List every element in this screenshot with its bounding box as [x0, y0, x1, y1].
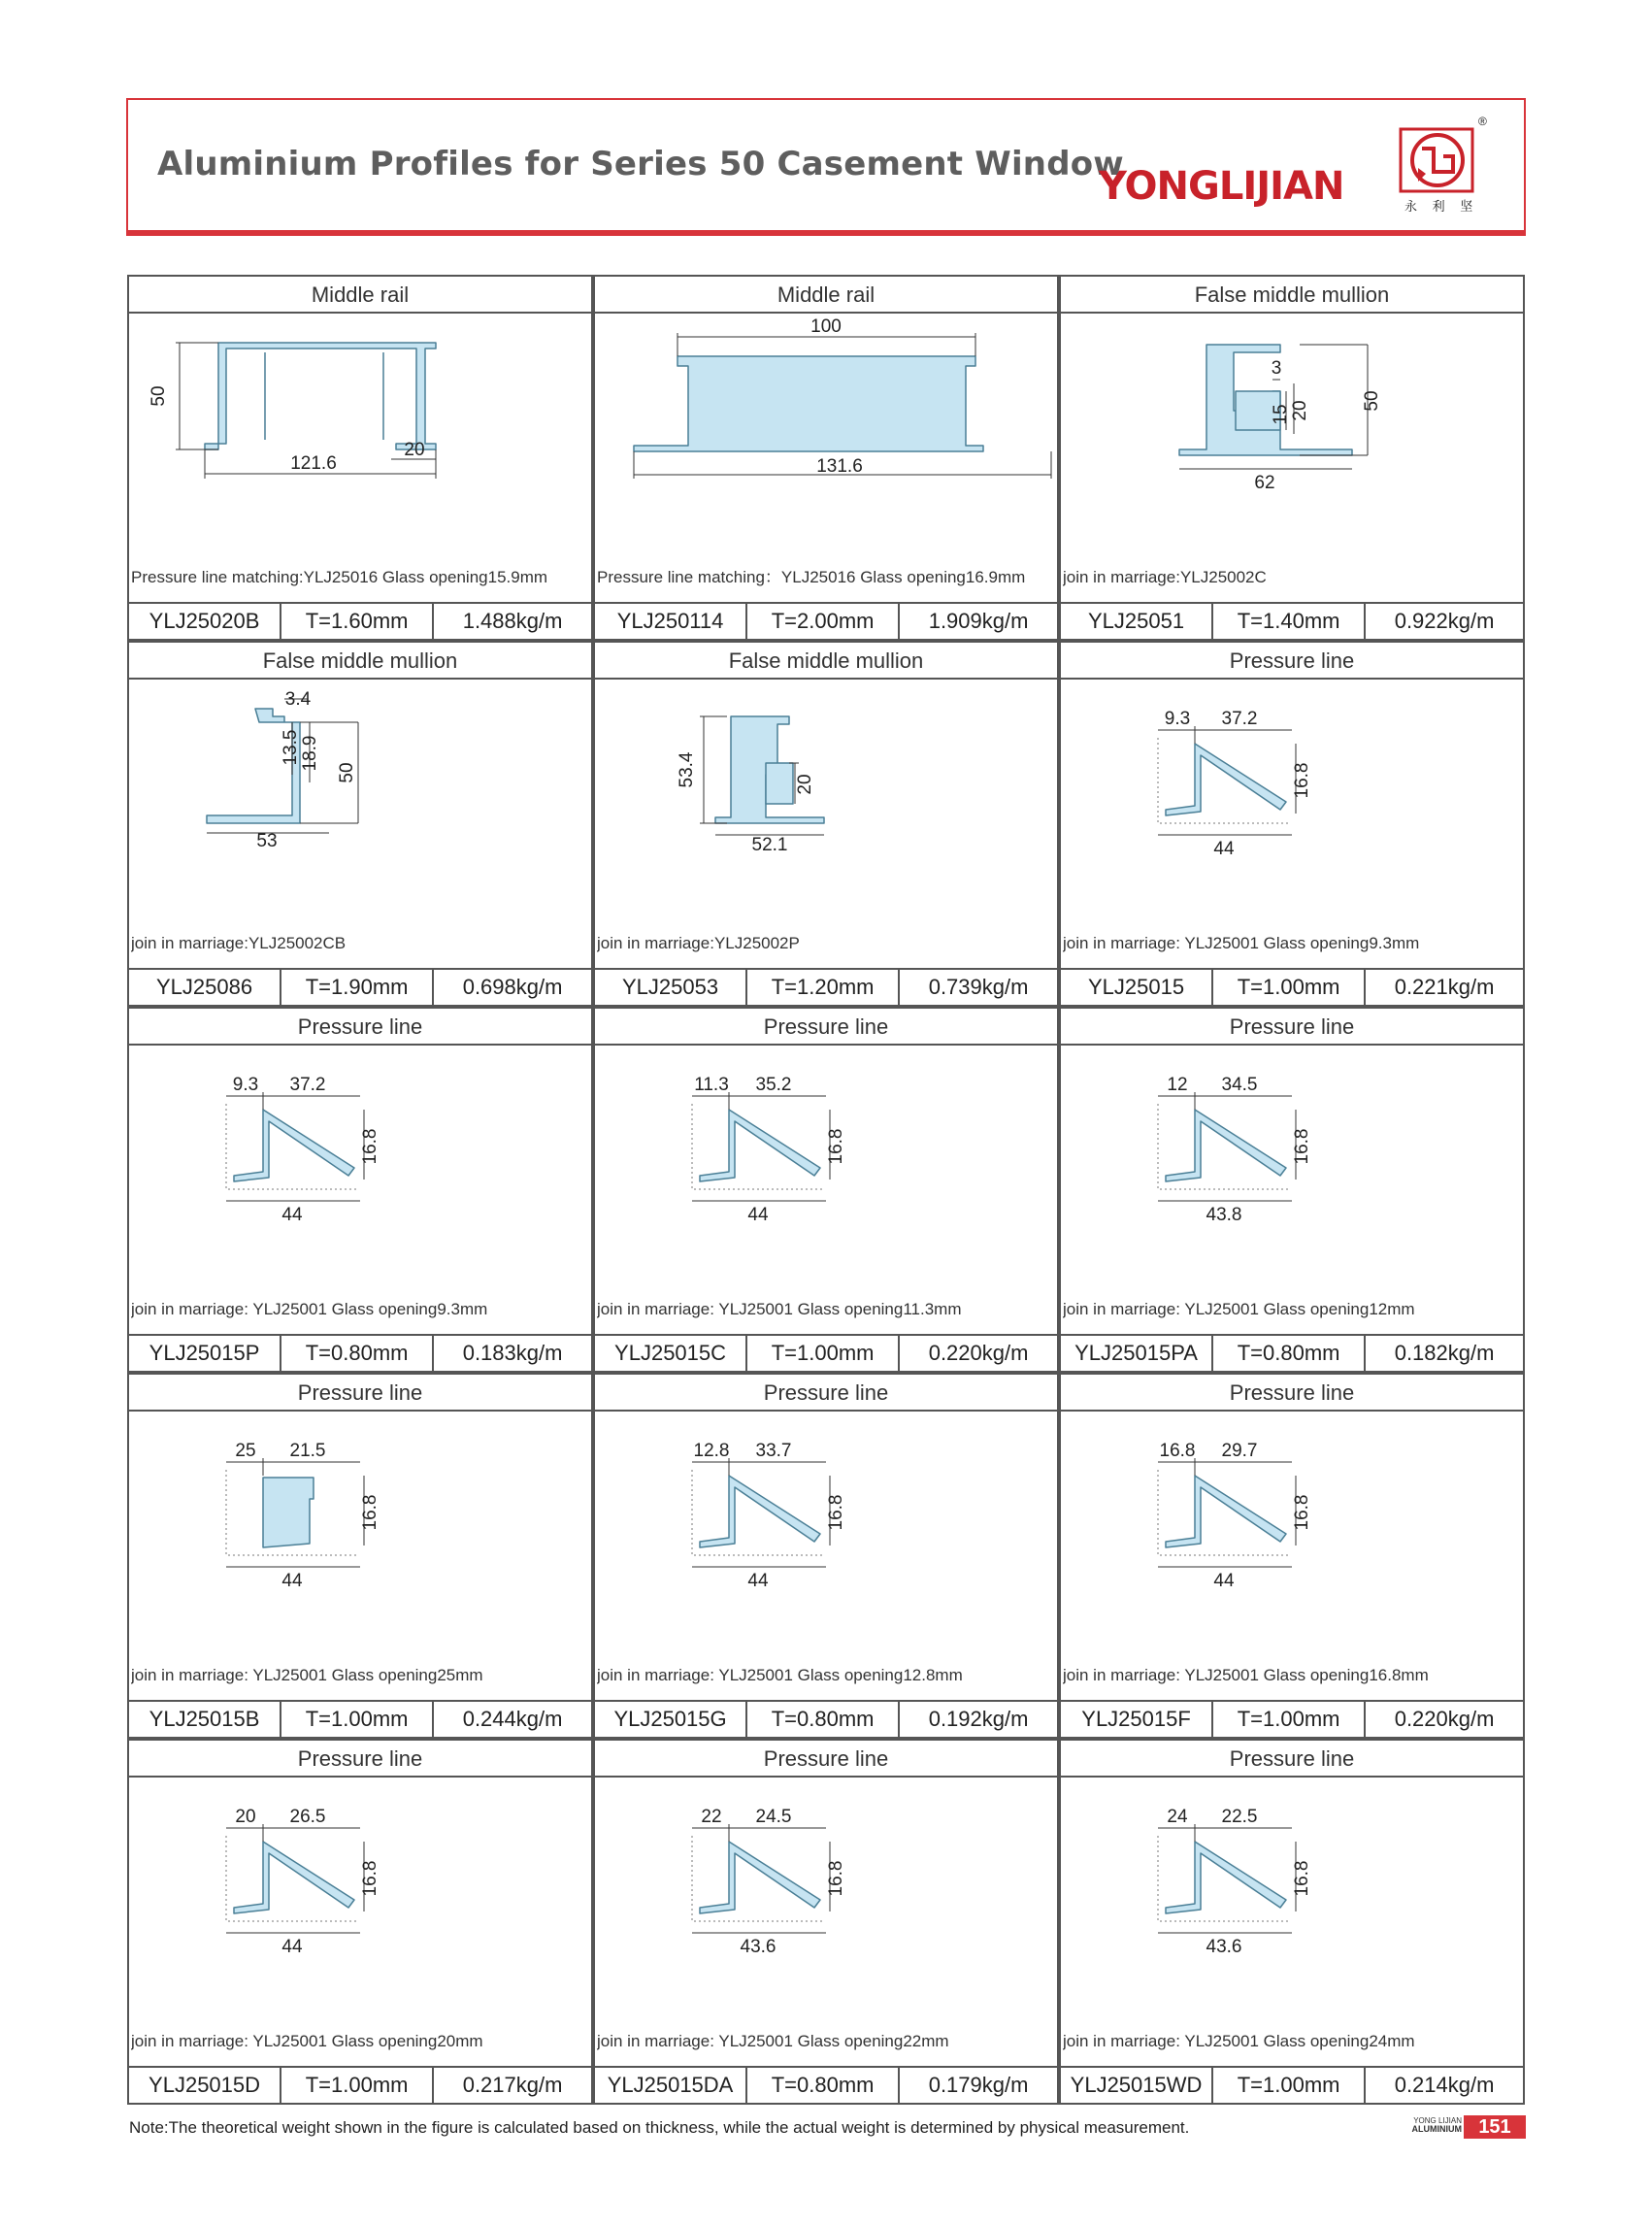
profile-weight: 0.192kg/m: [928, 1707, 1029, 1731]
profile-card: [1059, 275, 1525, 641]
profile-code: YLJ25086: [129, 970, 281, 1005]
dimension-label: 18.9: [300, 735, 320, 772]
profile-thickness: T=1.40mm: [1213, 604, 1366, 639]
page-number: 151: [1464, 2115, 1526, 2139]
dimension-label: 16.8: [360, 1128, 380, 1165]
company-logo-icon: [1393, 114, 1490, 216]
profile-section: [634, 356, 983, 451]
profile-section: [700, 1110, 820, 1181]
profile-weight: 0.739kg/m: [928, 975, 1029, 999]
profile-code: YLJ25015: [1061, 970, 1213, 1005]
dimension-label: 44: [747, 1205, 769, 1225]
profile-code: YLJ25053: [595, 970, 747, 1005]
profile-card: [127, 1007, 593, 1373]
dimension-label: 52.1: [751, 835, 788, 855]
dimension-label: 26.5: [289, 1807, 326, 1827]
profile-code: YLJ25015B: [129, 1702, 281, 1737]
dimension-label: 16.8: [360, 1494, 380, 1531]
dimension-label: 9.3: [1164, 709, 1191, 729]
dimension-label: 44: [1213, 839, 1235, 859]
profile-drawing: [1061, 1412, 1523, 1666]
dimension-label: 50: [337, 762, 357, 783]
profile-note: join in marriage:YLJ25002C: [1063, 568, 1267, 586]
profile-card: [127, 1739, 593, 2105]
profile-weight: 0.220kg/m: [1394, 1707, 1495, 1731]
profile-note: join in marriage: YLJ25001 Glass opening9.3mm: [1063, 934, 1420, 952]
profile-section: [1166, 1110, 1286, 1181]
dimension-label: 20: [404, 440, 425, 460]
profile-weight: 1.909kg/m: [928, 609, 1029, 633]
profile-card: [1059, 1739, 1525, 2105]
profile-section: [766, 763, 793, 804]
dimension-label: 29.7: [1221, 1441, 1258, 1461]
profile-title: False middle mullion: [1061, 277, 1523, 314]
profile-thickness: T=1.00mm: [747, 1336, 900, 1371]
profile-thickness: T=0.80mm: [1213, 1336, 1366, 1371]
profile-drawing: [595, 1046, 1057, 1300]
profile-card: [593, 1007, 1059, 1373]
profile-weight: 0.220kg/m: [928, 1341, 1029, 1365]
profile-weight: 0.214kg/m: [1394, 2073, 1495, 2097]
profile-specs: [595, 1334, 1057, 1371]
dimension-label: 16.8: [1292, 1494, 1312, 1531]
profile-thickness: T=1.00mm: [1213, 2068, 1366, 2103]
profile-note: join in marriage: YLJ25001 Glass opening22mm: [597, 2032, 949, 2050]
dimension-label: 20: [235, 1807, 256, 1827]
profile-specs: [1061, 1334, 1523, 1371]
profile-title: Pressure line: [1061, 1741, 1523, 1778]
profile-specs: [129, 1334, 591, 1371]
profile-note: join in marriage: YLJ25001 Glass opening25mm: [131, 1666, 483, 1684]
dimension-label: 43.8: [1206, 1205, 1242, 1225]
dimension-label: 100: [810, 316, 842, 337]
dimension-label: 22.5: [1221, 1807, 1258, 1827]
profile-title: Pressure line: [1061, 1009, 1523, 1046]
dimension-label: 44: [747, 1571, 769, 1591]
profile-title: False middle mullion: [595, 643, 1057, 680]
profile-weight: 0.221kg/m: [1394, 975, 1495, 999]
profile-card: [127, 1373, 593, 1739]
dimension-label: 53: [256, 831, 278, 851]
footer-brand: [1394, 2116, 1462, 2134]
profile-grid: [127, 275, 1525, 2105]
dimension-label: 33.7: [755, 1441, 792, 1461]
profile-drawing: [129, 1046, 591, 1300]
dimension-label: 11.3: [694, 1075, 729, 1095]
dimension-label: 16.8: [826, 1494, 846, 1531]
profile-drawing: [595, 1778, 1057, 2032]
dimension-label: 44: [281, 1937, 303, 1957]
profile-note: join in marriage: YLJ25001 Glass opening12mm: [1063, 1300, 1415, 1318]
profile-card: [127, 641, 593, 1007]
profile-code: YLJ25020B: [129, 604, 281, 639]
profile-note: Pressure line matching：YLJ25016 Glass opening16.9mm: [597, 568, 1026, 586]
profile-thickness: T=1.20mm: [747, 970, 900, 1005]
profile-section: [700, 1476, 820, 1547]
profile-section: [263, 1478, 314, 1547]
profile-weight: 1.488kg/m: [462, 609, 563, 633]
profile-title: Pressure line: [595, 1009, 1057, 1046]
page-header: [126, 98, 1526, 236]
dimension-label: 16.8: [360, 1860, 380, 1897]
profile-section: [265, 352, 383, 440]
profile-note: Pressure line matching:YLJ25016 Glass opening15.9mm: [131, 568, 548, 586]
dimension-label: 20: [795, 774, 815, 795]
profile-drawing: [595, 1412, 1057, 1666]
dimension-label: 9.3: [232, 1075, 259, 1095]
dimension-label: 50: [1362, 390, 1382, 412]
profile-drawing: [129, 1778, 591, 2032]
profile-specs: [129, 1700, 591, 1737]
profile-section: [1166, 1842, 1286, 1913]
profile-title: Pressure line: [1061, 1375, 1523, 1412]
dimension-label: 20: [1290, 400, 1310, 421]
dimension-label: 34.5: [1221, 1075, 1258, 1095]
dimension-label: 16.8: [826, 1860, 846, 1897]
profile-card: [1059, 1007, 1525, 1373]
profile-specs: [595, 1700, 1057, 1737]
profile-drawing: [595, 680, 1057, 934]
profile-code: YLJ25015F: [1061, 1702, 1213, 1737]
profile-title: Pressure line: [595, 1375, 1057, 1412]
profile-code: YLJ25015P: [129, 1336, 281, 1371]
dimension-label: 16.8: [1292, 762, 1312, 799]
logo-caption: 永 利 坚: [1404, 199, 1479, 214]
profile-card: [593, 275, 1059, 641]
dimension-label: 62: [1254, 473, 1275, 493]
dimension-label: 53.4: [677, 751, 697, 788]
profile-weight: 0.217kg/m: [462, 2073, 563, 2097]
dimension-label: 37.2: [289, 1075, 326, 1095]
profile-section: [205, 343, 436, 449]
profile-drawing: [1061, 314, 1523, 568]
profile-card: [593, 641, 1059, 1007]
profile-thickness: T=1.00mm: [281, 2068, 434, 2103]
profile-weight: 0.922kg/m: [1394, 609, 1495, 633]
dimension-label: 24: [1167, 1807, 1188, 1827]
profile-specs: [595, 2066, 1057, 2103]
dimension-label: 12: [1167, 1075, 1188, 1095]
profile-card: [127, 275, 593, 641]
profile-thickness: T=0.80mm: [747, 1702, 900, 1737]
dimension-label: 50: [149, 385, 169, 407]
profile-thickness: T=1.00mm: [1213, 970, 1366, 1005]
profile-specs: [1061, 968, 1523, 1005]
dimension-label: 25: [235, 1441, 256, 1461]
profile-note: join in marriage: YLJ25001 Glass opening24mm: [1063, 2032, 1415, 2050]
dimension-label: 3.4: [284, 689, 312, 710]
dimension-label: 37.2: [1221, 709, 1258, 729]
dimension-label: 22: [701, 1807, 722, 1827]
profile-card: [593, 1373, 1059, 1739]
profile-title: Pressure line: [1061, 643, 1523, 680]
profile-weight: 0.698kg/m: [462, 975, 563, 999]
dimension-label: 16.8: [1292, 1860, 1312, 1897]
profile-title: Pressure line: [129, 1009, 591, 1046]
profile-title: Middle rail: [129, 277, 591, 314]
dimension-label: 44: [281, 1205, 303, 1225]
dimension-label: 16.8: [826, 1128, 846, 1165]
profile-specs: [595, 968, 1057, 1005]
profile-note: join in marriage: YLJ25001 Glass opening20mm: [131, 2032, 483, 2050]
profile-title: Middle rail: [595, 277, 1057, 314]
profile-code: YLJ25015G: [595, 1702, 747, 1737]
profile-code: YLJ25015D: [129, 2068, 281, 2103]
profile-drawing: [1061, 1046, 1523, 1300]
dimension-label: 16.8: [1292, 1128, 1312, 1165]
profile-card: [1059, 1373, 1525, 1739]
profile-drawing: [1061, 1778, 1523, 2032]
profile-drawing: [129, 314, 591, 568]
profile-card: [593, 1739, 1059, 2105]
footer-brand-name: YONG LIJIAN: [1413, 2116, 1462, 2125]
profile-thickness: T=1.00mm: [1213, 1702, 1366, 1737]
profile-thickness: T=2.00mm: [747, 604, 900, 639]
profile-thickness: T=1.00mm: [281, 1702, 434, 1737]
registered-mark: ®: [1478, 115, 1487, 128]
profile-title: Pressure line: [129, 1741, 591, 1778]
profile-drawing: [129, 1412, 591, 1666]
dimension-label: 21.5: [289, 1441, 326, 1461]
dimension-label: 35.2: [755, 1075, 792, 1095]
profile-code: YLJ25015DA: [595, 2068, 747, 2103]
profile-section: [234, 1110, 354, 1181]
profile-thickness: T=1.90mm: [281, 970, 434, 1005]
profile-specs: [129, 2066, 591, 2103]
footer-note: Note:The theoretical weight shown in the figure is calculated based on thickness, while the actual weight is determined by physical measurement.: [129, 2118, 1190, 2137]
profile-code: YLJ250114: [595, 604, 747, 639]
profile-note: join in marriage: YLJ25001 Glass opening12.8mm: [597, 1666, 963, 1684]
profile-specs: [1061, 602, 1523, 639]
profile-note: join in marriage: YLJ25001 Glass opening11.3mm: [597, 1300, 962, 1318]
dimension-label: 3: [1271, 358, 1282, 379]
footer-brand-sub: ALUMINIUM: [1411, 2124, 1462, 2134]
dimension-label: 15: [1271, 404, 1291, 425]
profile-specs: [1061, 1700, 1523, 1737]
profile-title: Pressure line: [129, 1375, 591, 1412]
profile-weight: 0.179kg/m: [928, 2073, 1029, 2097]
profile-code: YLJ25015WD: [1061, 2068, 1213, 2103]
dimension-label: 12.8: [693, 1441, 730, 1461]
profile-note: join in marriage: YLJ25001 Glass opening16.8mm: [1063, 1666, 1429, 1684]
profile-thickness: T=0.80mm: [747, 2068, 900, 2103]
brand-name: YONGLIJIAN: [1099, 164, 1344, 209]
dimension-label: 44: [281, 1571, 303, 1591]
profile-section: [1166, 744, 1286, 815]
profile-note: join in marriage:YLJ25002CB: [131, 934, 347, 952]
profile-drawing: [1061, 680, 1523, 934]
profile-weight: 0.182kg/m: [1394, 1341, 1495, 1365]
dimension-label: 131.6: [816, 456, 863, 477]
profile-code: YLJ25015C: [595, 1336, 747, 1371]
profile-section: [700, 1842, 820, 1913]
profile-section: [234, 1842, 354, 1913]
profile-thickness: T=1.60mm: [281, 604, 434, 639]
page-title: Aluminium Profiles for Series 50 Casement Window: [157, 145, 1124, 183]
profile-note: join in marriage: YLJ25001 Glass opening9.3mm: [131, 1300, 488, 1318]
profile-title: Pressure line: [595, 1741, 1057, 1778]
profile-specs: [595, 602, 1057, 639]
dimension-label: 43.6: [740, 1937, 776, 1957]
profile-specs: [129, 968, 591, 1005]
dimension-label: 13.5: [281, 729, 301, 766]
profile-specs: [1061, 2066, 1523, 2103]
dimension-label: 43.6: [1206, 1937, 1242, 1957]
profile-specs: [129, 602, 591, 639]
profile-weight: 0.244kg/m: [462, 1707, 563, 1731]
dimension-label: 16.8: [1159, 1441, 1196, 1461]
profile-title: False middle mullion: [129, 643, 591, 680]
dimension-label: 24.5: [755, 1807, 792, 1827]
profile-note: join in marriage:YLJ25002P: [597, 934, 800, 952]
profile-thickness: T=0.80mm: [281, 1336, 434, 1371]
profile-card: [1059, 641, 1525, 1007]
profile-weight: 0.183kg/m: [462, 1341, 563, 1365]
profile-code: YLJ25015PA: [1061, 1336, 1213, 1371]
profile-drawing: [129, 680, 591, 934]
dimension-label: 44: [1213, 1571, 1235, 1591]
profile-section: [1166, 1476, 1286, 1547]
profile-code: YLJ25051: [1061, 604, 1213, 639]
dimension-label: 121.6: [290, 453, 337, 474]
profile-drawing: [595, 314, 1057, 568]
